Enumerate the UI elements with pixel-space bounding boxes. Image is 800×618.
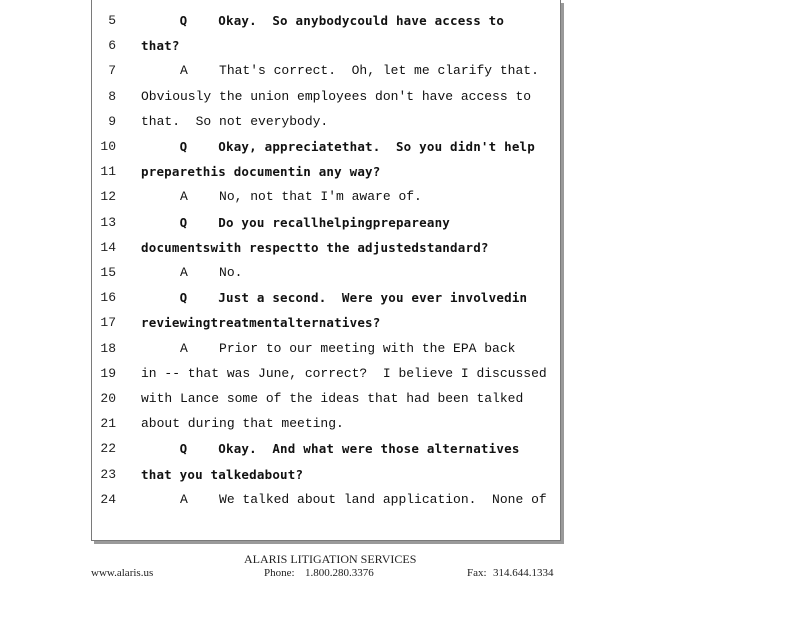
line-number: 19 bbox=[100, 365, 116, 381]
line-number: 5 bbox=[108, 13, 116, 28]
line-number: 22 bbox=[100, 441, 116, 457]
footer-company: ALARIS LITIGATION SERVICES bbox=[244, 552, 417, 566]
line-number: 24 bbox=[100, 491, 116, 507]
transcript-line bbox=[92, 35, 552, 57]
transcript-line bbox=[92, 86, 552, 108]
line-number: 18 bbox=[100, 340, 116, 356]
line-number: 21 bbox=[100, 416, 116, 432]
line-number: 17 bbox=[100, 315, 116, 331]
line-number: 16 bbox=[100, 290, 116, 306]
line-text: about during that meeting. bbox=[141, 416, 344, 432]
transcript-line bbox=[92, 262, 552, 284]
transcript-line bbox=[92, 388, 552, 410]
line-text: with Lance some of the ideas that had been talked bbox=[141, 391, 524, 406]
footer-phone: 1.800.280.3376 bbox=[305, 567, 374, 579]
footer-fax-label: Fax: bbox=[467, 567, 487, 579]
transcript-line bbox=[92, 363, 552, 385]
line-number: 7 bbox=[108, 63, 116, 79]
transcript-line bbox=[92, 312, 552, 334]
transcript-line bbox=[92, 186, 552, 208]
transcript-line bbox=[92, 464, 552, 486]
line-text: Q Just a second. Were you ever involvedin bbox=[141, 290, 528, 306]
transcript-line bbox=[92, 338, 552, 360]
line-text: A That's correct. Oh, let me clarify that. bbox=[141, 63, 539, 79]
line-number: 14 bbox=[100, 239, 116, 255]
line-number: 10 bbox=[100, 139, 116, 154]
line-text: in -- that was June, correct? I believe I discussed bbox=[141, 365, 547, 381]
transcript-line bbox=[92, 237, 552, 259]
footer-phone-label: Phone: bbox=[264, 567, 295, 579]
transcript-line bbox=[92, 136, 552, 158]
line-text: A No. bbox=[141, 265, 243, 280]
line-number: 8 bbox=[108, 88, 116, 104]
line-text: that. So not everybody. bbox=[141, 113, 329, 129]
line-text: Q Okay, appreciatethat. So you didn't help bbox=[141, 139, 536, 154]
line-number: 20 bbox=[100, 391, 116, 406]
line-number: 6 bbox=[108, 38, 116, 54]
transcript-line bbox=[92, 10, 552, 32]
line-text: Q Okay. So anybodycould have access to bbox=[141, 13, 505, 28]
line-text: A We talked about land application. None of bbox=[141, 491, 547, 507]
transcript-line bbox=[92, 111, 552, 133]
footer-fax: 314.644.1334 bbox=[493, 567, 554, 579]
line-text: preparethis documentin any way? bbox=[141, 164, 381, 180]
transcript-line bbox=[92, 438, 552, 460]
footer-website[interactable]: www.alaris.us bbox=[91, 567, 154, 579]
transcript-line bbox=[92, 489, 552, 511]
transcript-line bbox=[92, 161, 552, 183]
line-text: reviewingtreatmentalternatives? bbox=[141, 315, 381, 331]
transcript-page bbox=[91, 0, 561, 541]
line-text: Obviously the union employees don't have access to bbox=[141, 88, 532, 104]
line-number: 15 bbox=[100, 265, 116, 280]
transcript-line bbox=[92, 287, 552, 309]
line-number: 9 bbox=[108, 113, 116, 129]
transcript-line bbox=[92, 60, 552, 82]
transcript-line bbox=[92, 212, 552, 234]
line-number: 12 bbox=[100, 189, 116, 205]
line-text: documentswith respectto the adjustedstandard? bbox=[141, 239, 489, 255]
line-number: 23 bbox=[100, 466, 116, 482]
line-text: A Prior to our meeting with the EPA back bbox=[141, 340, 516, 356]
line-text: that you talkedabout? bbox=[141, 466, 304, 482]
line-text: A No, not that I'm aware of. bbox=[141, 189, 422, 205]
line-text: Q Do you recallhelpingprepareany bbox=[141, 214, 451, 230]
line-text: that? bbox=[141, 38, 180, 54]
transcript-line bbox=[92, 413, 552, 435]
line-number: 11 bbox=[100, 164, 116, 180]
line-number: 13 bbox=[100, 214, 116, 230]
line-text: Q Okay. And what were those alternatives bbox=[141, 441, 520, 457]
